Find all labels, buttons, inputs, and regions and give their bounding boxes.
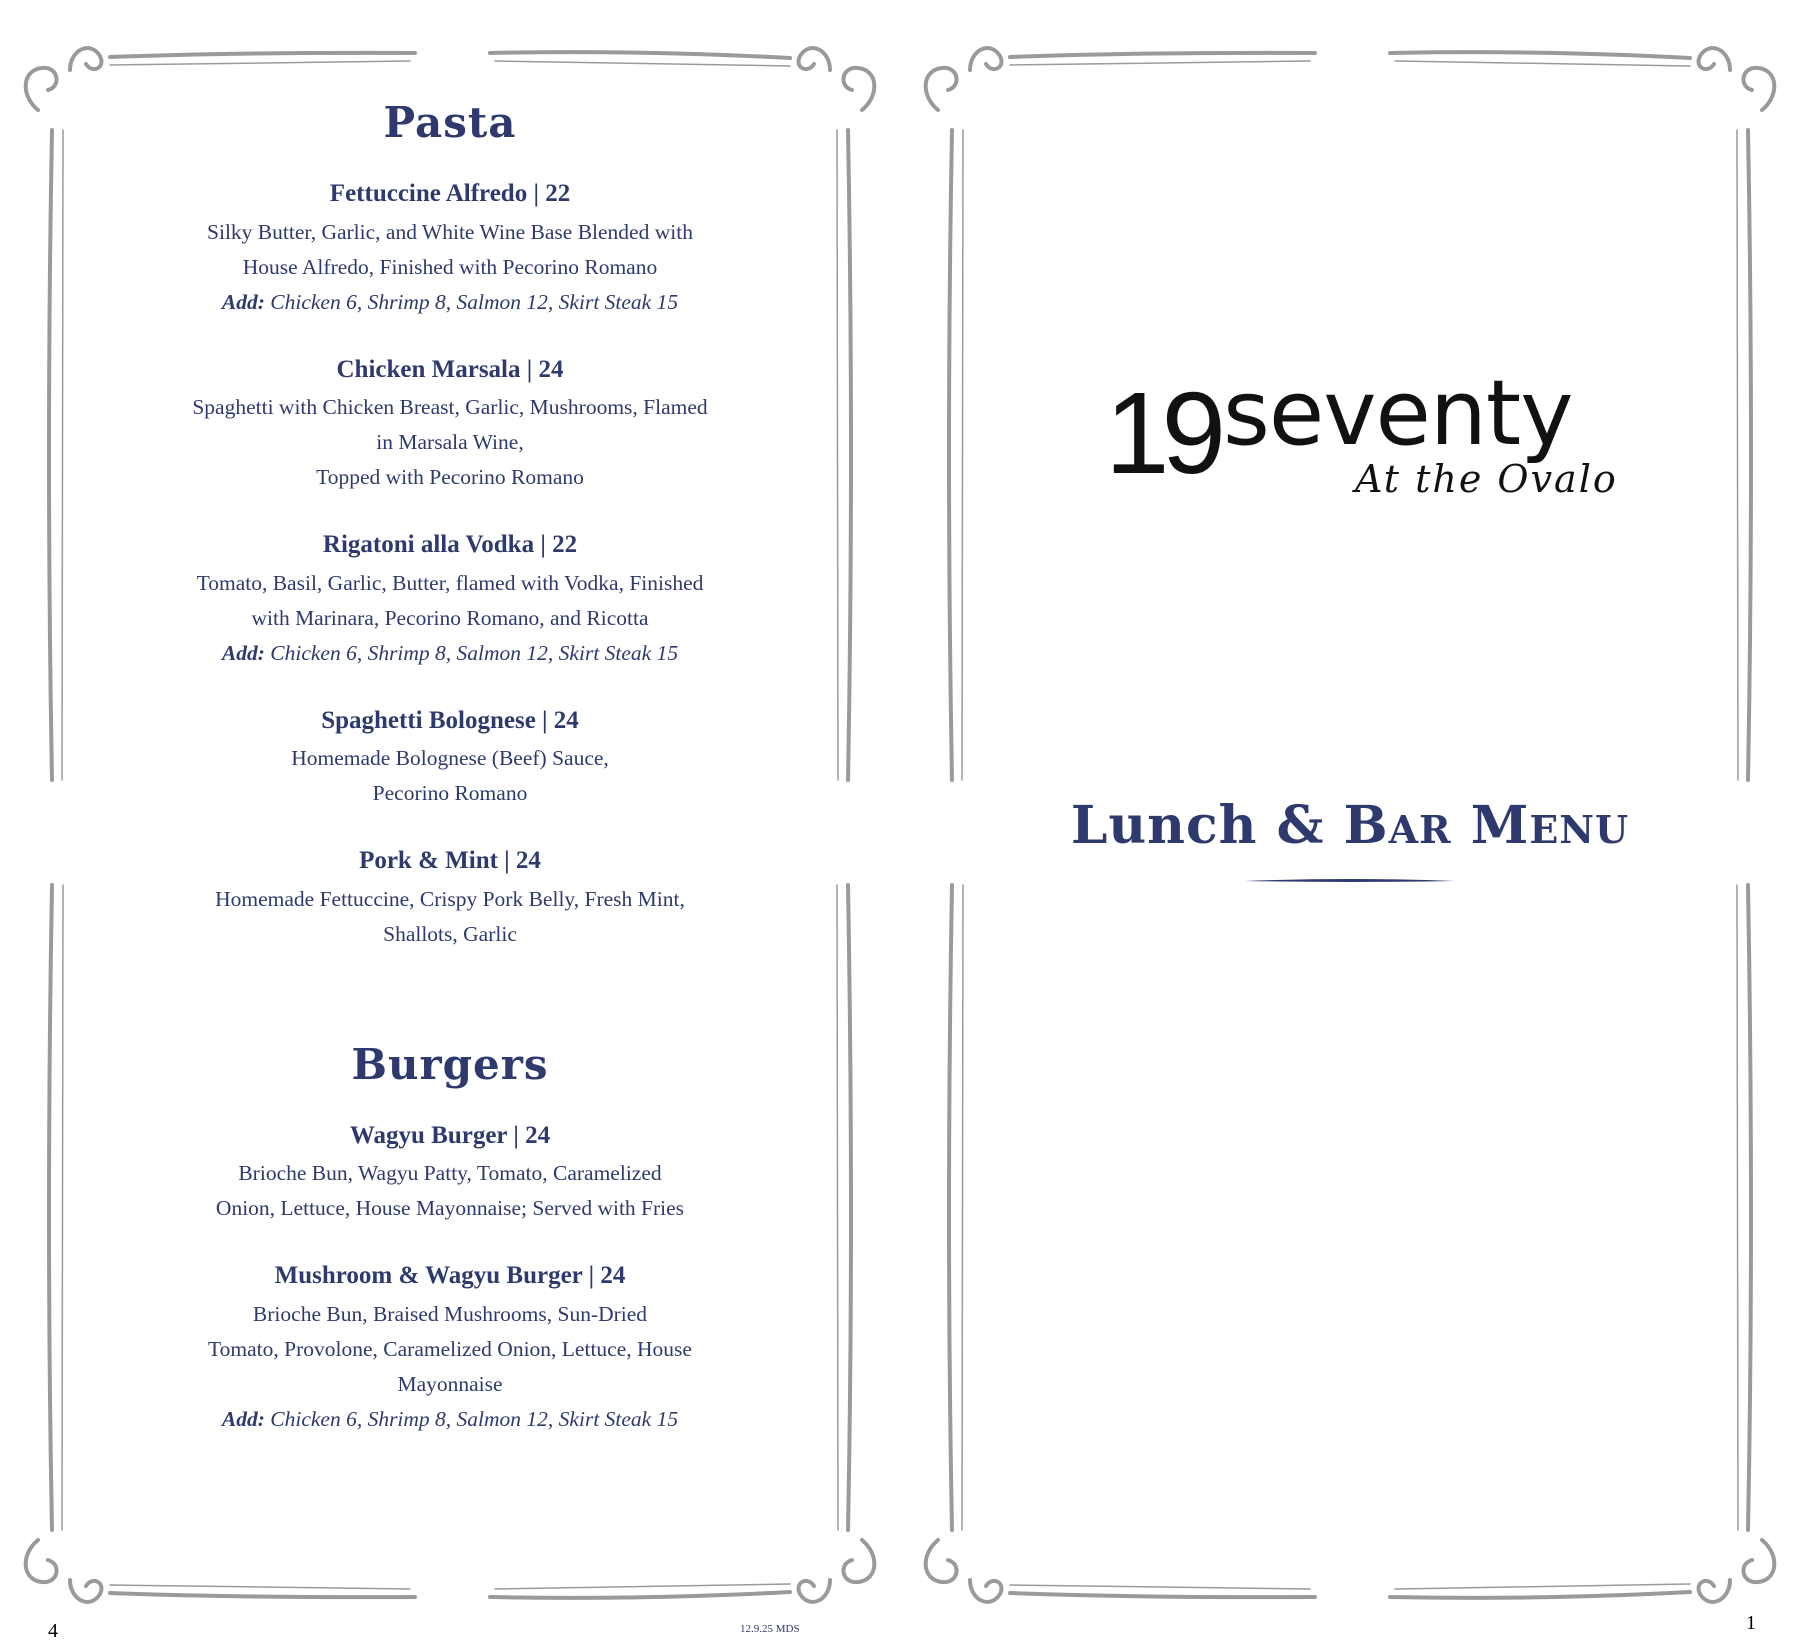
item-description-line: Shallots, Garlic bbox=[383, 921, 517, 946]
item-description-line: Tomato, Basil, Garlic, Butter, flamed with Vodka, Finished bbox=[196, 570, 704, 595]
item-name: Mushroom & Wagyu Burger | 24 bbox=[274, 1262, 626, 1290]
item-name: Rigatoni alla Vodka | 22 bbox=[322, 531, 578, 559]
item-description-line: Homemade Fettuccine, Crispy Pork Belly, Fresh Mint, bbox=[215, 886, 685, 911]
item-description-line: Onion, Lettuce, House Mayonnaise; Served with Fries bbox=[215, 1196, 685, 1221]
burgers-section-title: Burgers bbox=[351, 1039, 549, 1089]
item-name: Wagyu Burger | 24 bbox=[349, 1121, 551, 1149]
item-description-line: Spaghetti with Chicken Breast, Garlic, Mushrooms, Flamed bbox=[192, 395, 708, 420]
menu-title-part: M bbox=[1470, 795, 1530, 856]
menu-title-part: AR bbox=[1388, 807, 1452, 852]
menu-item-spaghetti-bolognese bbox=[110, 705, 790, 812]
item-description-line: Tomato, Provolone, Caramelized Onion, Lettuce, House bbox=[208, 1336, 692, 1361]
add-text: Chicken 6, Shrimp 8, Salmon 12, Skirt Steak 15 bbox=[270, 289, 679, 314]
add-label: Add: bbox=[221, 640, 265, 665]
item-description-line: Brioche Bun, Braised Mushrooms, Sun-Dried bbox=[252, 1301, 648, 1326]
item-description-line: Homemade Bolognese (Beef) Sauce, bbox=[291, 746, 609, 771]
menu-item-chicken-marsala bbox=[110, 354, 790, 496]
logo-word: seventy bbox=[1223, 361, 1573, 466]
item-description-line: Mayonnaise bbox=[397, 1371, 503, 1396]
title-underline-rule bbox=[1245, 878, 1455, 884]
item-name: Fettuccine Alfredo | 22 bbox=[329, 180, 571, 208]
add-text: Chicken 6, Shrimp 8, Salmon 12, Skirt Steak 15 bbox=[270, 1406, 679, 1431]
item-description-line: with Marinara, Pecorino Romano, and Ricotta bbox=[251, 605, 649, 630]
menu-page-right bbox=[900, 0, 1800, 1650]
item-description-line: Brioche Bun, Wagyu Patty, Tomato, Caramelized bbox=[238, 1161, 662, 1186]
item-add-ons bbox=[110, 636, 790, 671]
menu-item-pork-and-mint bbox=[110, 845, 790, 952]
menu-title-part: B bbox=[1343, 795, 1389, 856]
item-description-line: House Alfredo, Finished with Pecorino Romano bbox=[242, 254, 658, 279]
item-name: Chicken Marsala | 24 bbox=[336, 355, 564, 383]
menu-content bbox=[110, 100, 790, 1471]
menu-item-wagyu-burger bbox=[110, 1120, 790, 1227]
print-code: 12.9.25 MDS bbox=[740, 1623, 800, 1635]
restaurant-logo bbox=[1105, 361, 1625, 515]
logo-script-tagline: At the Ovalo bbox=[1355, 457, 1618, 501]
item-name: Spaghetti Bolognese | 24 bbox=[321, 706, 579, 734]
menu-title-part: ENU bbox=[1529, 807, 1630, 852]
item-description-line: Pecorino Romano bbox=[372, 781, 528, 806]
item-name: Pork & Mint | 24 bbox=[359, 847, 541, 875]
add-text: Chicken 6, Shrimp 8, Salmon 12, Skirt Steak 15 bbox=[270, 640, 679, 665]
pasta-section-title: Pasta bbox=[383, 98, 517, 147]
item-description-line: in Marsala Wine, bbox=[376, 430, 524, 455]
menu-item-rigatoni-alla-vodka bbox=[110, 529, 790, 671]
add-label: Add: bbox=[221, 289, 265, 314]
add-label: Add: bbox=[221, 1406, 265, 1431]
menu-title-part bbox=[1452, 795, 1471, 856]
menu-title bbox=[900, 795, 1800, 856]
menu-item-fettuccine-alfredo bbox=[110, 178, 790, 320]
item-description-line: Topped with Pecorino Romano bbox=[316, 465, 584, 490]
menu-item-mushroom-wagyu-burger bbox=[110, 1260, 790, 1437]
menu-title-part: Lunch & bbox=[1070, 795, 1344, 856]
item-add-ons bbox=[110, 285, 790, 320]
logo-numeral: 19 bbox=[1105, 368, 1219, 498]
item-description-line: Silky Butter, Garlic, and White Wine Base Blended with bbox=[207, 219, 693, 244]
item-add-ons bbox=[110, 1402, 790, 1437]
page-number: 4 bbox=[48, 1620, 58, 1642]
page-number: 1 bbox=[1746, 1612, 1756, 1634]
